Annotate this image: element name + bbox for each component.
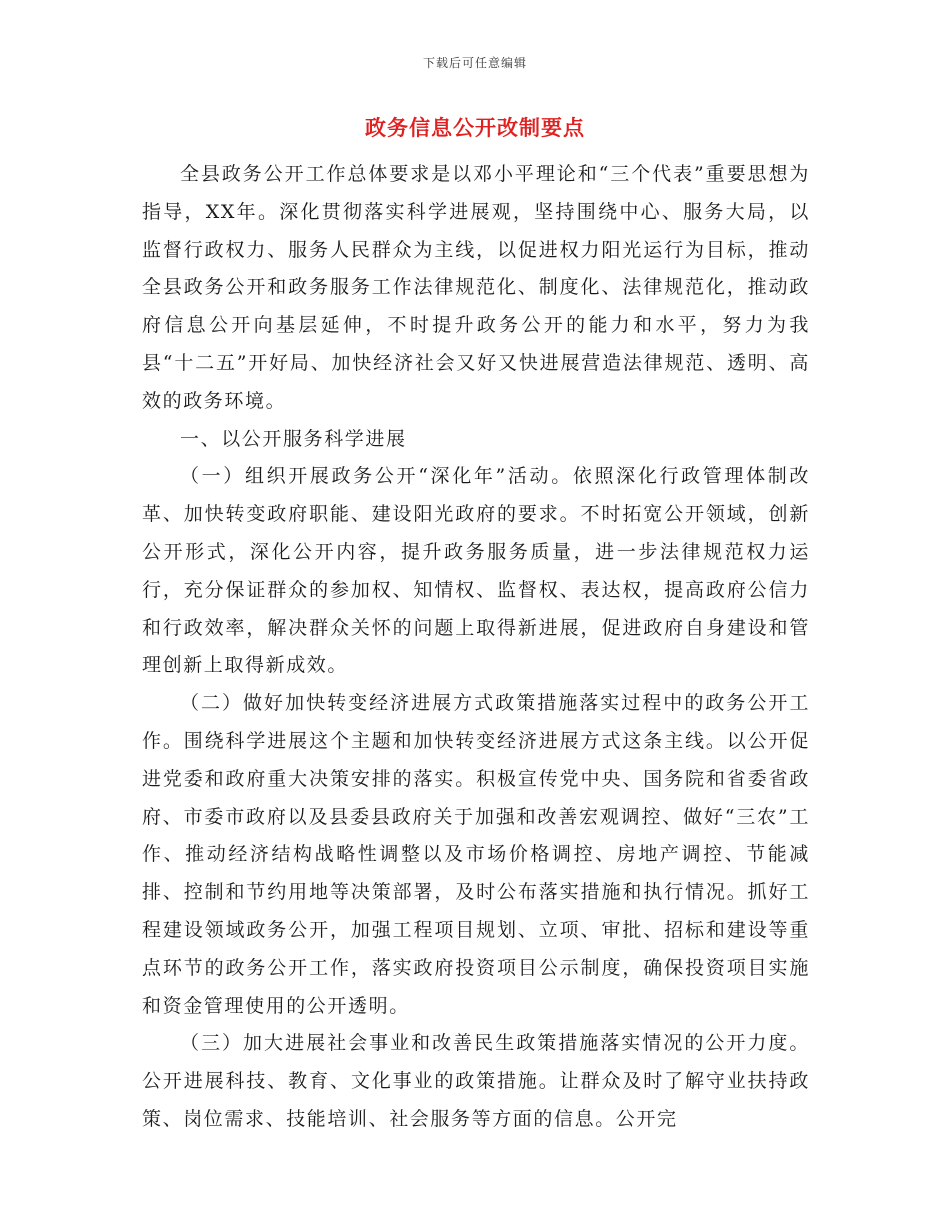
document-title: 政务信息公开改制要点 <box>365 115 585 140</box>
paragraph-item-2: （二）做好加快转变经济进展方式政策措施落实过程中的政务公开工作。围绕科学进展这个主题和加快转变经济进展方式这条主线。以公开促进党委和政府重大决策安排的落实。积极宣传党中央、国务院和省委省政府、市委市政府以及县委县政府关于加强和改善宏观调控、做好“三农”工作、推动经济结构战略性调整以及市场价格调控、房地产调控、节能减排、控制和节约用地等决策部署，及时公布落实措施和执行情况。抓好工程建设领域政务公开，加强工程项目规划、立项、审批、招标和建设等重点环节的政务公开工作，落实政府投资项目公示制度，确保投资项目实施和资金管理使用的公开透明。 <box>142 692 810 1017</box>
paragraph-intro: 全县政务公开工作总体要求是以邓小平理论和“三个代表”重要思想为指导，XX年。深化贯彻落实科学进展观，坚持围绕中心、服务大局，以监督行政权力、服务人民群众为主线，以促进权力阳光运行为目标，推动全县政务公开和政务服务工作法律规范化、制度化、法律规范化，推动政府信息公开向基层延伸，不时提升政务公开的能力和水平，努力为我县“十二五”开好局、加快经济社会又好又快进展营造法律规范、透明、高效的政务环境。 <box>142 163 810 412</box>
section-heading-1: 一、以公开服务科学进展 <box>180 427 407 450</box>
document-body <box>142 156 810 1139</box>
paragraph-item-3: （三）加大进展社会事业和改善民生政策措施落实情况的公开力度。公开进展科技、教育、文化事业的政策措施。让群众及时了解守业扶持政策、岗位需求、技能培训、社会服务等方面的信息。公开完 <box>142 1032 810 1130</box>
page-header-note: 下载后可任意编辑 <box>422 56 527 70</box>
paragraph-item-1: （一）组织开展政务公开“深化年”活动。依照深化行政管理体制改革、加快转变政府职能、建设阳光政府的要求。不时拓宽公开领域，创新公开形式，深化公开内容，提升政务服务质量，进一步法律规范权力运行，充分保证群众的参加权、知情权、监督权、表达权，提高政府公信力和行政效率，解决群众关怀的问题上取得新进展，促进政府自身建设和管理创新上取得新成效。 <box>142 465 810 677</box>
